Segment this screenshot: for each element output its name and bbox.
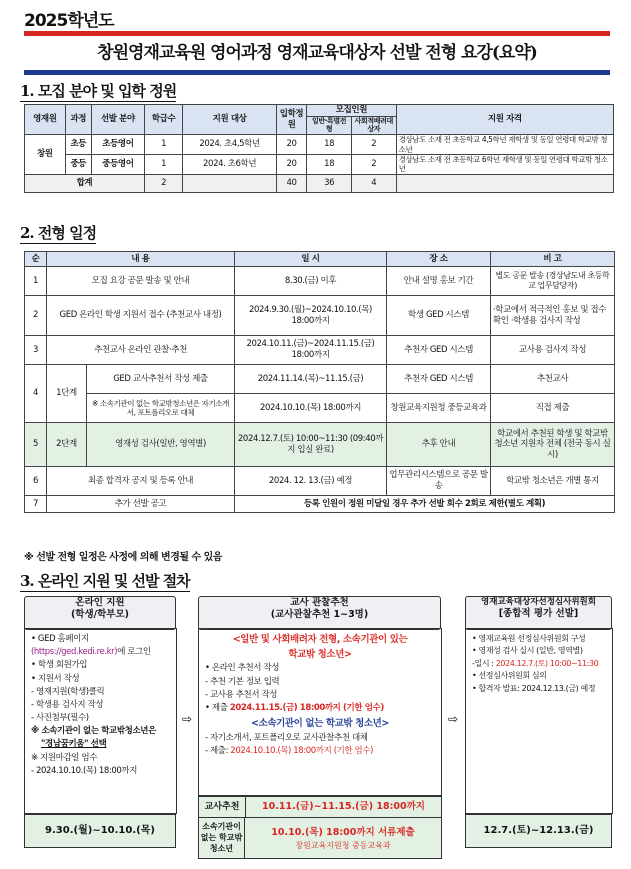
cell-total-quota: 40 bbox=[276, 174, 306, 192]
cell-no: 5 bbox=[25, 423, 47, 467]
cell-remark: 학교에서 추천된 학생 및 학교밖 청소년 지원자 전체 (전국 동시 실시) bbox=[491, 423, 615, 467]
th-general: 일반·특별전형 bbox=[307, 116, 352, 135]
arrow-icon: ⇨ bbox=[448, 712, 459, 726]
section1-heading: 1. 모집 분야 및 입학 정원 bbox=[20, 82, 177, 100]
cell-total-classes: 2 bbox=[144, 174, 183, 192]
table-row bbox=[25, 135, 614, 155]
cell-remark: 교사용 검사지 작성 bbox=[491, 336, 615, 365]
cell-no: 1 bbox=[25, 267, 47, 296]
cell-general: 18 bbox=[307, 135, 352, 155]
cell-content: 최종 합격자 공지 및 등록 안내 bbox=[47, 467, 235, 496]
table-row bbox=[25, 154, 614, 174]
section3-heading: 3. 온라인 지원 및 선발 절차 bbox=[20, 572, 190, 590]
cell-content: GED 교사추천서 작성 제출 bbox=[87, 365, 235, 394]
cell-no: 3 bbox=[25, 336, 47, 365]
th-content: 내 용 bbox=[47, 252, 235, 267]
committee-period: 12.7.(토)~12.13.(금) bbox=[465, 814, 612, 848]
cell-classes: 1 bbox=[144, 135, 183, 155]
cell-place: 추후 안내 bbox=[387, 423, 491, 467]
cell-place: 추천자 GED 시스템 bbox=[387, 336, 491, 365]
cell-date: 2024.9.30.(월)~2024.10.10.(목) 18:00까지 bbox=[235, 296, 387, 336]
cell-course: 중등 bbox=[65, 154, 91, 174]
section2-heading: 2. 전형 일정 bbox=[20, 224, 97, 242]
apply-box-title: 온라인 지원 (학생/학부모) bbox=[24, 596, 176, 630]
th-recruit: 모집인원 bbox=[307, 105, 396, 117]
cell-social: 2 bbox=[351, 154, 396, 174]
cell-place: 창원교육지원청 중등교육과 bbox=[387, 394, 491, 423]
table-row bbox=[25, 394, 615, 423]
page-title: 창원영재교육원 영어과정 영재교육대상자 선발 전형 요강(요약) bbox=[97, 43, 537, 63]
arrow-icon: ⇨ bbox=[182, 712, 193, 726]
cell-general: 18 bbox=[307, 154, 352, 174]
cell-no: 2 bbox=[25, 296, 47, 336]
cell-school: 창원 bbox=[25, 135, 66, 175]
cell-content: 추천교사 온라인 관찰·추천 bbox=[47, 336, 235, 365]
cell-place: 추천자 GED 시스템 bbox=[387, 365, 491, 394]
cell-total-general: 36 bbox=[307, 174, 352, 192]
th-qualification: 지원 자격 bbox=[396, 105, 613, 135]
table-row bbox=[25, 267, 615, 296]
cell-no: 6 bbox=[25, 467, 47, 496]
cell-remark: 추천교사 bbox=[491, 365, 615, 394]
cell-remark: 직접 제출 bbox=[491, 394, 615, 423]
year-label: 2025학년도 bbox=[24, 11, 114, 31]
teacher-box-title: 교사 관찰추천 (교사관찰추천 1~3명) bbox=[198, 596, 441, 630]
cell-remark: 학교밖 청소년은 개별 통지 bbox=[491, 467, 615, 496]
cell-content: 추가 선발 공고 bbox=[47, 496, 235, 513]
th-no: 순 bbox=[25, 252, 47, 267]
cell-stage: 1단계 bbox=[47, 365, 87, 423]
cell-course: 초등 bbox=[65, 135, 91, 155]
cell-remark: ·학교에서 적극적인 홍보 및 접수 확인 ·학생용 검사지 작성 bbox=[491, 296, 615, 336]
schedule-note: ※ 선발 전형 일정은 사정에 의해 변경될 수 있음 bbox=[24, 552, 222, 563]
cell-stage: 2단계 bbox=[47, 423, 87, 467]
admission-table bbox=[24, 104, 614, 193]
th-quota: 입학정원 bbox=[276, 105, 306, 135]
cell-content: GED 온라인 학생 지원서 접수 (추천교사 내정) bbox=[47, 296, 235, 336]
cell-place: 학생 GED 시스템 bbox=[387, 296, 491, 336]
cell-date: 2024.12.7.(토) 10:00~11:30 (09:40까지 입실 완료) bbox=[235, 423, 387, 467]
cell-date: 2024.11.14.(목)~11.15.(금) bbox=[235, 365, 387, 394]
cell-date: 2024.10.10.(목) 18:00까지 bbox=[235, 394, 387, 423]
cell-qualification: 경상남도 소재 전 초등학교 6학년 재학생 및 동일 연령대 학교밖 청소년 bbox=[396, 154, 613, 174]
cell-remark: 별도 공문 발송 (경상남도내 초등학교 업무담당자) bbox=[491, 267, 615, 296]
th-social: 사회적배려대상자 bbox=[351, 116, 396, 135]
table-row bbox=[25, 336, 615, 365]
cell-content: ※ 소속기관이 없는 학교밖청소년은 자기소개서, 포트폴리오로 대체 bbox=[87, 394, 235, 423]
th-place: 장 소 bbox=[387, 252, 491, 267]
cell-classes: 1 bbox=[144, 154, 183, 174]
teacher-box-foot: 교사추천 10.11.(금)~11.15.(금) 18:00까지 소속기관이 없는 학교밖 청소년 10.10.(목) 18:00까지 서류제출 창원교육지원청 중등교육과 bbox=[198, 796, 442, 859]
committee-box-body: • 영재교육원 선정심사위원회 구성 • 영재성 검사 실시 (일반, 영역별) -일시 : 2024.12.7.(토) 10:00~11:30 • 선정심사위원회 심의 • 합격자 발표: 2024.12.13.(금) 예정 bbox=[465, 628, 613, 814]
cell-total-label: 합계 bbox=[25, 174, 145, 192]
teacher-box-body: <일반 및 사회배려자 전형, 소속기관이 있는 학교밖 청소년> • 온라인 추천서 작성 - 추천 기본 정보 입력 - 교사용 추천서 작성 • 제출 2024.11.15.(금) 18:00까지 (기한 엄수) <소속기관이 없는 학교밖 청소년> - 자기소개서, 포트폴리오로 교사관찰추천 대체 - 제출: 2024.10.10.(목) 18:00까지 (기한 엄수) bbox=[198, 628, 442, 796]
table-row bbox=[25, 467, 615, 496]
cell-place: 안내 설명 홍보 기간 bbox=[387, 267, 491, 296]
th-date: 일 시 bbox=[235, 252, 387, 267]
total-row bbox=[25, 174, 614, 192]
cell-date: 2024. 12. 13.(금) 예정 bbox=[235, 467, 387, 496]
cell-no: 7 bbox=[25, 496, 47, 513]
schedule-table bbox=[24, 251, 615, 513]
cell-total-social: 4 bbox=[351, 174, 396, 192]
committee-box-title: 영재교육대상자선정심사위원회 [종합적 평가 선발] bbox=[465, 596, 612, 630]
cell-social: 2 bbox=[351, 135, 396, 155]
th-field: 선발 분야 bbox=[92, 105, 145, 135]
th-classes: 학급수 bbox=[144, 105, 183, 135]
cell-target: 2024. 초6학년 bbox=[183, 154, 276, 174]
th-course: 과정 bbox=[65, 105, 91, 135]
cell-date: 2024.10.11.(금)~2024.11.15.(금) 18:00까지 bbox=[235, 336, 387, 365]
cell-quota: 20 bbox=[276, 135, 306, 155]
th-target: 지원 대상 bbox=[183, 105, 276, 135]
cell-target: 2024. 초4,5학년 bbox=[183, 135, 276, 155]
table-row bbox=[25, 496, 615, 513]
table-row-highlight bbox=[25, 423, 615, 467]
apply-box-body: • GED 홈페이지 (https://ged.kedi.re.kr)에 로그인 • 학생 회원가입 • 지원서 작성 - 영재지원(학생)클릭 - 학생용 검사지 작성 - 사진첨부(필수) ※ 소속기관이 없는 학교밖청소년은 "경남꿈키움" 선택 ※ 지원마감일 엄수 - 2024.10.10.(목) 18:00까지 bbox=[24, 628, 177, 814]
cell-field: 초등영어 bbox=[92, 135, 145, 155]
cell-field: 중등영어 bbox=[92, 154, 145, 174]
th-remark: 비 고 bbox=[491, 252, 615, 267]
table-row bbox=[25, 365, 615, 394]
cell-content: 모집 요강 공문 발송 및 안내 bbox=[47, 267, 235, 296]
cell-quota: 20 bbox=[276, 154, 306, 174]
cell-date: 등록 인원이 정원 미달일 경우 추가 선발 회수 2회로 제한(별도 계획) bbox=[235, 496, 615, 513]
cell-place: 업무관리시스템으로 공문 발송 bbox=[387, 467, 491, 496]
apply-period: 9.30.(월)~10.10.(목) bbox=[24, 814, 176, 848]
table-row bbox=[25, 296, 615, 336]
cell-qualification: 경상남도 소재 전 초등학교 4,5학년 재학생 및 동일 연령대 학교밖 청소년 bbox=[396, 135, 613, 155]
cell-date: 8.30.(금) 이후 bbox=[235, 267, 387, 296]
cell-content: 영재성 검사(일반, 영역별) bbox=[87, 423, 235, 467]
cell-no: 4 bbox=[25, 365, 47, 423]
th-school: 영재원 bbox=[25, 105, 66, 135]
title-bottom-rule bbox=[24, 70, 610, 75]
